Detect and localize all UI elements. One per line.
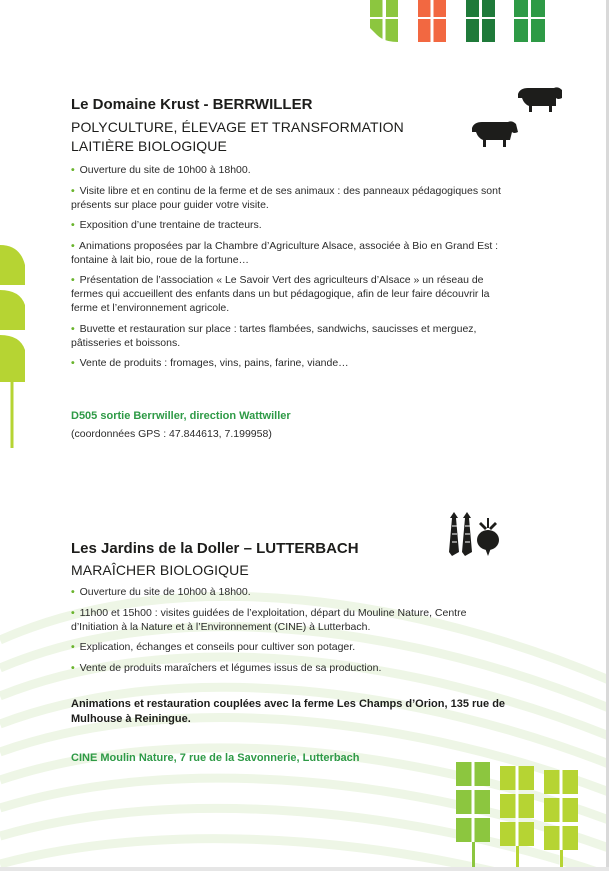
section2-note: Animations et restauration couplées avec la ferme Les Champs d’Orion, 135 rue de Mulhouse à Reiningue.: [71, 698, 506, 725]
list-item: • Ouverture du site de 10h00 à 18h00.: [71, 164, 251, 176]
leaf-dark-green: [466, 0, 495, 42]
leaf-orange: [418, 0, 446, 42]
top-leaf-motif: [370, 0, 545, 42]
section1-subtitle-line1: POLYCULTURE, ÉLEVAGE ET TRANSFORMATION: [71, 119, 404, 135]
cows-icon: [470, 80, 566, 152]
section2-bullet-list: [71, 585, 511, 681]
leaf-light-green-1: [370, 0, 398, 42]
list-item: • 11h00 et 15h00 : visites guidées de l’exploitation, départ du Mouline Nature, Centre d’Initiation à la Nature et à l’Environnement (CINE) à Lutterbach.: [71, 606, 467, 633]
page-bottom-edge: [0, 867, 609, 871]
section1-gps: (coordonnées GPS : 47.844613, 7.199958): [71, 428, 272, 440]
beet-icon: [476, 518, 500, 556]
vegetables-icon: [446, 512, 476, 556]
list-item: • Buvette et restauration sur place : tartes flambées, sandwichs, saucisses et merguez, pâtisseries et boissons.: [71, 322, 477, 349]
list-item: • Visite libre et en continu de la ferme et de ses animaux : des panneaux pédagogiques sont présents sur place pour guider votre visite.: [71, 184, 501, 211]
section1-title: Le Domaine Krust - BERRWILLER: [71, 96, 313, 113]
list-item: • Exposition d’une trentaine de tracteurs.: [71, 219, 262, 231]
section1-directions: D505 sortie Berrwiller, direction Wattwiller: [71, 410, 291, 422]
left-wheat-motif: [0, 245, 25, 448]
section1-bullet-list: [71, 163, 511, 377]
list-item: • Explication, échanges et conseils pour cultiver son potager.: [71, 641, 356, 653]
list-item: • Ouverture du site de 10h00 à 18h00.: [71, 586, 251, 598]
list-item: • Vente de produits maraîchers et légumes issus de sa production.: [71, 661, 382, 674]
bottom-wheat-motif: [456, 762, 578, 871]
section1-subtitle-line2: LAITIÈRE BIOLOGIQUE: [71, 138, 227, 154]
list-item: • Vente de produits : fromages, vins, pains, farine, viande…: [71, 357, 349, 369]
section2-subtitle: MARAÎCHER BIOLOGIQUE: [71, 562, 249, 578]
section2-address: CINE Moulin Nature, 7 rue de la Savonnerie, Lutterbach: [71, 752, 360, 764]
section2-title: Les Jardins de la Doller – LUTTERBACH: [71, 540, 359, 557]
list-item: • Présentation de l’association « Le Savoir Vert des agriculteurs d’Alsace » un réseau de fermes qui accueillent des enfants dans un but pédagogique, afin de leur faire découvrir la ferme et l’environnement agricole.: [71, 274, 490, 314]
leaf-green: [514, 0, 545, 42]
list-item: • Animations proposées par la Chambre d’Agriculture Alsace, associée à Bio en Grand Est : fontaine à lait bio, roue de la fortune…: [71, 239, 499, 266]
